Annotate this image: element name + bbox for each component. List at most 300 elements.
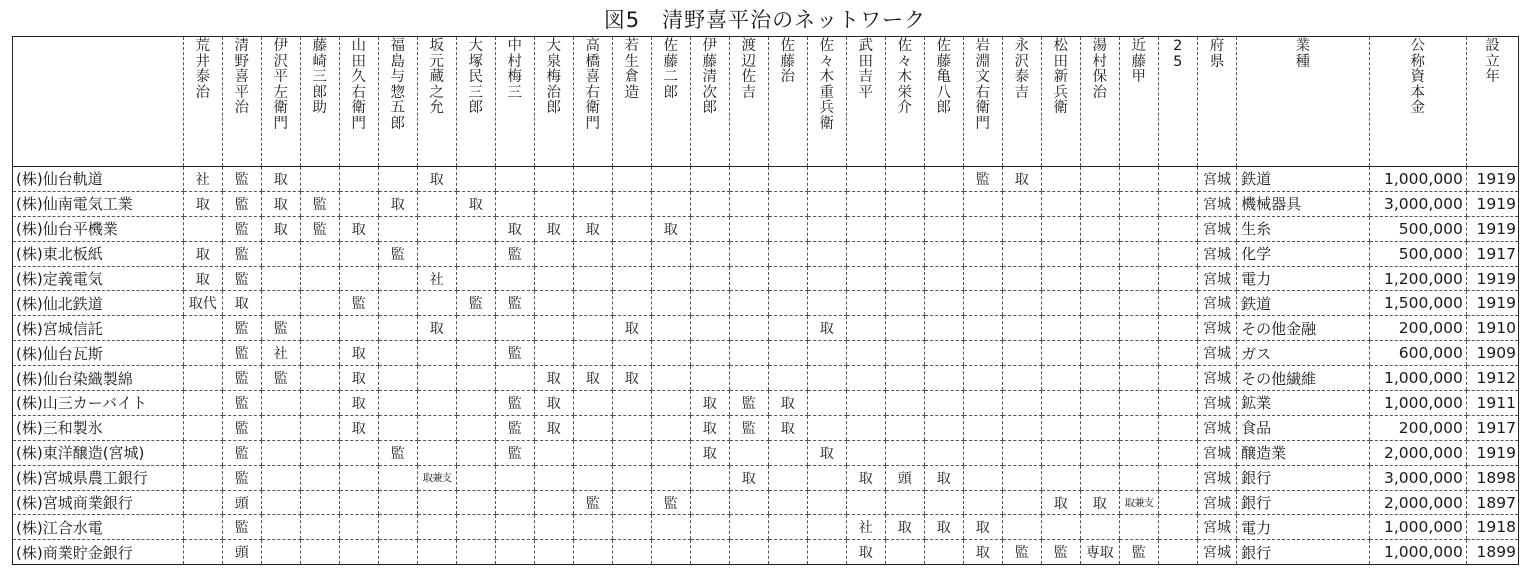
founded-cell: 1919 bbox=[1466, 440, 1518, 465]
role-cell bbox=[261, 266, 300, 291]
role-cell bbox=[1041, 266, 1080, 291]
role-cell bbox=[807, 366, 846, 391]
role-cell bbox=[417, 341, 456, 366]
role-cell bbox=[768, 191, 807, 216]
role-cell bbox=[456, 341, 495, 366]
role-cell bbox=[690, 465, 729, 490]
table-row bbox=[13, 291, 1519, 316]
role-cell bbox=[690, 266, 729, 291]
role-cell bbox=[378, 391, 417, 416]
role-cell bbox=[768, 490, 807, 515]
role-cell bbox=[183, 540, 222, 565]
role-cell bbox=[690, 291, 729, 316]
role-cell bbox=[495, 316, 534, 341]
role-cell: 監 bbox=[378, 241, 417, 266]
role-cell: 監 bbox=[963, 167, 1002, 192]
role-cell: 監 bbox=[222, 216, 261, 241]
role-cell bbox=[807, 540, 846, 565]
role-cell bbox=[963, 316, 1002, 341]
role-cell bbox=[573, 540, 612, 565]
role-cell bbox=[1002, 440, 1041, 465]
role-cell bbox=[1080, 440, 1119, 465]
founded-cell: 1912 bbox=[1466, 366, 1518, 391]
industry-cell: 鉱業 bbox=[1237, 391, 1369, 416]
capital-cell: 2,000,000 bbox=[1369, 490, 1466, 515]
role-cell: 監 bbox=[1041, 540, 1080, 565]
role-cell bbox=[1080, 266, 1119, 291]
table-body bbox=[13, 167, 1519, 565]
role-cell bbox=[963, 366, 1002, 391]
role-cell bbox=[807, 167, 846, 192]
role-cell bbox=[300, 440, 339, 465]
role-cell bbox=[846, 316, 885, 341]
role-cell bbox=[729, 167, 768, 192]
role-cell bbox=[768, 366, 807, 391]
role-cell bbox=[300, 391, 339, 416]
role-cell bbox=[534, 515, 573, 540]
role-cell bbox=[729, 241, 768, 266]
role-cell: 監 bbox=[573, 490, 612, 515]
role-cell bbox=[924, 167, 963, 192]
role-cell bbox=[1158, 540, 1197, 565]
role-cell bbox=[612, 291, 651, 316]
role-cell: 監 bbox=[222, 266, 261, 291]
role-cell bbox=[573, 167, 612, 192]
role-cell bbox=[768, 266, 807, 291]
role-cell bbox=[1080, 366, 1119, 391]
role-cell bbox=[612, 266, 651, 291]
role-cell bbox=[300, 515, 339, 540]
role-cell: 取 bbox=[183, 191, 222, 216]
role-cell bbox=[417, 241, 456, 266]
role-cell bbox=[183, 216, 222, 241]
capital-cell: 1,500,000 bbox=[1369, 291, 1466, 316]
role-cell bbox=[534, 191, 573, 216]
role-cell bbox=[1158, 341, 1197, 366]
role-cell bbox=[963, 490, 1002, 515]
role-cell bbox=[885, 191, 924, 216]
role-cell bbox=[729, 540, 768, 565]
role-cell bbox=[534, 341, 573, 366]
role-cell bbox=[456, 366, 495, 391]
capital-cell: 1,000,000 bbox=[1369, 167, 1466, 192]
role-cell bbox=[339, 490, 378, 515]
role-cell bbox=[300, 316, 339, 341]
role-cell bbox=[651, 391, 690, 416]
role-cell bbox=[1158, 515, 1197, 540]
role-cell bbox=[573, 415, 612, 440]
role-cell bbox=[1080, 316, 1119, 341]
role-cell: 監 bbox=[222, 341, 261, 366]
role-cell bbox=[1041, 391, 1080, 416]
role-cell: 社 bbox=[846, 515, 885, 540]
company-name: (株)仙台染織製綿 bbox=[13, 366, 184, 391]
role-cell bbox=[1041, 216, 1080, 241]
role-cell bbox=[456, 241, 495, 266]
company-name: (株)宮城商業銀行 bbox=[13, 490, 184, 515]
header-row bbox=[13, 37, 1519, 167]
role-cell bbox=[690, 241, 729, 266]
role-cell bbox=[534, 490, 573, 515]
role-cell bbox=[768, 316, 807, 341]
role-cell bbox=[339, 241, 378, 266]
role-cell bbox=[1119, 167, 1158, 192]
role-cell bbox=[690, 490, 729, 515]
role-cell bbox=[690, 366, 729, 391]
role-cell: 頭 bbox=[222, 490, 261, 515]
role-cell bbox=[1119, 291, 1158, 316]
role-cell bbox=[1080, 167, 1119, 192]
role-cell bbox=[768, 341, 807, 366]
role-cell bbox=[300, 266, 339, 291]
person-header-nagasawa-taikichi: 永 沢 泰 吉 bbox=[1002, 37, 1041, 167]
role-cell: 取兼支 bbox=[1119, 490, 1158, 515]
capital-cell: 1,200,000 bbox=[1369, 266, 1466, 291]
role-cell bbox=[1119, 341, 1158, 366]
role-cell bbox=[1080, 391, 1119, 416]
role-cell bbox=[495, 366, 534, 391]
role-cell: 監 bbox=[222, 515, 261, 540]
role-cell bbox=[495, 167, 534, 192]
role-cell bbox=[417, 540, 456, 565]
role-cell bbox=[885, 241, 924, 266]
role-cell bbox=[339, 266, 378, 291]
role-cell bbox=[1041, 191, 1080, 216]
person-header-arai-taiji: 荒 井 泰 治 bbox=[183, 37, 222, 167]
role-cell: 取 bbox=[768, 415, 807, 440]
founded-cell: 1918 bbox=[1466, 515, 1518, 540]
role-cell bbox=[1041, 291, 1080, 316]
role-cell bbox=[495, 540, 534, 565]
role-cell bbox=[885, 540, 924, 565]
role-cell bbox=[417, 191, 456, 216]
role-cell: 監 bbox=[222, 465, 261, 490]
person-header-otsuka-tamisaburo: 大 塚 民 三 郎 bbox=[456, 37, 495, 167]
role-cell bbox=[378, 515, 417, 540]
person-header-izawa-heizaemon: 伊 沢 平 左 衛 門 bbox=[261, 37, 300, 167]
table-row bbox=[13, 465, 1519, 490]
role-cell: 取 bbox=[963, 540, 1002, 565]
role-cell bbox=[1158, 465, 1197, 490]
person-header-sasaki-juhei: 佐 々 木 重 兵 衛 bbox=[807, 37, 846, 167]
role-cell bbox=[612, 415, 651, 440]
role-cell bbox=[573, 465, 612, 490]
role-cell bbox=[1002, 266, 1041, 291]
role-cell bbox=[963, 241, 1002, 266]
industry-cell: 鉄道 bbox=[1237, 291, 1369, 316]
role-cell bbox=[1119, 266, 1158, 291]
role-cell bbox=[651, 465, 690, 490]
person-header-sato-jiro: 佐 藤 二 郎 bbox=[651, 37, 690, 167]
industry-cell: 生糸 bbox=[1237, 216, 1369, 241]
person-header-sato-kamehachiro: 佐 藤 亀 八 郎 bbox=[924, 37, 963, 167]
role-cell bbox=[807, 515, 846, 540]
capital-header: 公 称 資 本 金 bbox=[1369, 37, 1466, 167]
role-cell bbox=[690, 316, 729, 341]
person-header-fujisaki-saburosuke: 藤 崎 三 郎 助 bbox=[300, 37, 339, 167]
pref-cell: 宮城 bbox=[1197, 366, 1236, 391]
role-cell bbox=[846, 391, 885, 416]
role-cell: 監 bbox=[222, 366, 261, 391]
role-cell bbox=[417, 490, 456, 515]
company-name: (株)仙台瓦斯 bbox=[13, 341, 184, 366]
role-cell bbox=[261, 465, 300, 490]
role-cell bbox=[690, 341, 729, 366]
role-cell bbox=[924, 490, 963, 515]
pref-cell: 宮城 bbox=[1197, 465, 1236, 490]
role-cell bbox=[612, 540, 651, 565]
role-cell bbox=[378, 366, 417, 391]
industry-cell: その他繊維 bbox=[1237, 366, 1369, 391]
industry-cell: 鉄道 bbox=[1237, 167, 1369, 192]
role-cell: 取 bbox=[261, 191, 300, 216]
role-cell: 監 bbox=[495, 291, 534, 316]
role-cell bbox=[924, 191, 963, 216]
role-cell bbox=[456, 216, 495, 241]
company-name: (株)江合水電 bbox=[13, 515, 184, 540]
role-cell: 取 bbox=[1041, 490, 1080, 515]
role-cell bbox=[456, 415, 495, 440]
industry-cell: 電力 bbox=[1237, 266, 1369, 291]
person-header-yamada-kyuemon: 山 田 久 右 衛 門 bbox=[339, 37, 378, 167]
role-cell bbox=[768, 440, 807, 465]
pref-cell: 宮城 bbox=[1197, 191, 1236, 216]
role-cell bbox=[1002, 366, 1041, 391]
pref-cell: 宮城 bbox=[1197, 440, 1236, 465]
role-cell: 取 bbox=[846, 540, 885, 565]
capital-cell: 1,000,000 bbox=[1369, 366, 1466, 391]
role-cell: 取 bbox=[885, 515, 924, 540]
role-cell bbox=[417, 415, 456, 440]
founded-header: 設 立 年 bbox=[1466, 37, 1518, 167]
role-cell bbox=[1158, 366, 1197, 391]
role-cell bbox=[1002, 415, 1041, 440]
role-cell: 監 bbox=[1119, 540, 1158, 565]
person-header-watanabe-sakichi: 渡 辺 佐 吉 bbox=[729, 37, 768, 167]
role-cell bbox=[534, 465, 573, 490]
role-cell bbox=[807, 241, 846, 266]
person-header-sasaki-eisuke: 佐 々 木 栄 介 bbox=[885, 37, 924, 167]
role-cell bbox=[183, 490, 222, 515]
role-cell bbox=[495, 515, 534, 540]
pref-cell: 宮城 bbox=[1197, 540, 1236, 565]
role-cell bbox=[846, 366, 885, 391]
role-cell: 取 bbox=[534, 216, 573, 241]
role-cell bbox=[729, 341, 768, 366]
role-cell bbox=[846, 241, 885, 266]
role-cell bbox=[183, 415, 222, 440]
role-cell: 監 bbox=[261, 316, 300, 341]
role-cell bbox=[261, 490, 300, 515]
person-header-sakamoto-kuranojo: 坂 元 蔵 之 允 bbox=[417, 37, 456, 167]
role-cell bbox=[183, 316, 222, 341]
pref-cell: 宮城 bbox=[1197, 415, 1236, 440]
role-cell bbox=[924, 291, 963, 316]
person-header-oizumi-umejiro: 大 泉 梅 治 郎 bbox=[534, 37, 573, 167]
role-cell bbox=[651, 341, 690, 366]
role-cell bbox=[456, 540, 495, 565]
company-name: (株)山三カーバイト bbox=[13, 391, 184, 416]
industry-cell: 食品 bbox=[1237, 415, 1369, 440]
role-cell bbox=[378, 490, 417, 515]
role-cell bbox=[651, 316, 690, 341]
role-cell bbox=[300, 241, 339, 266]
role-cell bbox=[573, 440, 612, 465]
company-name: (株)定義電気 bbox=[13, 266, 184, 291]
capital-cell: 1,000,000 bbox=[1369, 540, 1466, 565]
role-cell bbox=[807, 216, 846, 241]
capital-cell: 500,000 bbox=[1369, 216, 1466, 241]
role-cell: 監 bbox=[222, 191, 261, 216]
role-cell bbox=[885, 316, 924, 341]
role-cell bbox=[1119, 465, 1158, 490]
role-cell bbox=[924, 415, 963, 440]
role-cell bbox=[729, 440, 768, 465]
role-cell bbox=[339, 440, 378, 465]
role-cell: 監 bbox=[378, 440, 417, 465]
role-cell: 監 bbox=[1002, 540, 1041, 565]
role-cell: 取 bbox=[495, 216, 534, 241]
role-cell bbox=[378, 266, 417, 291]
pref-cell: 宮城 bbox=[1197, 341, 1236, 366]
pref-cell: 宮城 bbox=[1197, 241, 1236, 266]
role-cell bbox=[1041, 341, 1080, 366]
role-cell bbox=[417, 366, 456, 391]
company-name: (株)仙台軌道 bbox=[13, 167, 184, 192]
role-cell bbox=[183, 391, 222, 416]
role-cell bbox=[300, 490, 339, 515]
role-cell bbox=[1119, 415, 1158, 440]
role-cell bbox=[885, 341, 924, 366]
pref-cell: 宮城 bbox=[1197, 167, 1236, 192]
role-cell bbox=[261, 241, 300, 266]
role-cell bbox=[612, 191, 651, 216]
role-cell bbox=[846, 440, 885, 465]
founded-cell: 1919 bbox=[1466, 291, 1518, 316]
role-cell bbox=[807, 191, 846, 216]
role-cell bbox=[612, 241, 651, 266]
role-cell: 取 bbox=[1002, 167, 1041, 192]
role-cell bbox=[300, 167, 339, 192]
role-cell bbox=[1158, 490, 1197, 515]
role-cell: 取 bbox=[573, 366, 612, 391]
network-table bbox=[12, 36, 1519, 565]
industry-cell: 醸造業 bbox=[1237, 440, 1369, 465]
role-cell bbox=[573, 266, 612, 291]
role-cell bbox=[768, 515, 807, 540]
role-cell: 取 bbox=[378, 191, 417, 216]
role-cell bbox=[846, 341, 885, 366]
industry-cell: 化学 bbox=[1237, 241, 1369, 266]
role-cell bbox=[378, 167, 417, 192]
role-cell bbox=[261, 291, 300, 316]
role-cell bbox=[1041, 241, 1080, 266]
role-cell bbox=[963, 391, 1002, 416]
industry-header: 業 種 bbox=[1237, 37, 1369, 167]
role-cell bbox=[573, 291, 612, 316]
capital-cell: 200,000 bbox=[1369, 415, 1466, 440]
company-name: (株)宮城県農工銀行 bbox=[13, 465, 184, 490]
role-cell bbox=[378, 415, 417, 440]
role-cell: 取 bbox=[339, 366, 378, 391]
table-row bbox=[13, 415, 1519, 440]
role-cell bbox=[885, 291, 924, 316]
role-cell bbox=[495, 266, 534, 291]
role-cell bbox=[183, 366, 222, 391]
role-cell bbox=[729, 191, 768, 216]
role-cell: 監 bbox=[651, 490, 690, 515]
role-cell bbox=[963, 216, 1002, 241]
role-cell bbox=[1119, 216, 1158, 241]
role-cell bbox=[339, 540, 378, 565]
role-cell: 取 bbox=[339, 216, 378, 241]
role-cell: 取 bbox=[924, 465, 963, 490]
capital-cell: 200,000 bbox=[1369, 316, 1466, 341]
role-cell: 監 bbox=[300, 216, 339, 241]
role-cell bbox=[534, 540, 573, 565]
role-cell bbox=[300, 341, 339, 366]
role-cell bbox=[1041, 366, 1080, 391]
role-cell bbox=[924, 316, 963, 341]
role-cell bbox=[378, 291, 417, 316]
role-cell bbox=[729, 266, 768, 291]
role-cell bbox=[651, 241, 690, 266]
role-cell bbox=[690, 515, 729, 540]
role-cell: 社 bbox=[261, 341, 300, 366]
role-cell: 取 bbox=[807, 440, 846, 465]
founded-cell: 1910 bbox=[1466, 316, 1518, 341]
role-cell bbox=[417, 440, 456, 465]
role-cell bbox=[456, 167, 495, 192]
role-cell bbox=[729, 291, 768, 316]
person-header-takahashi-kiuemon: 高 橋 喜 右 衛 門 bbox=[573, 37, 612, 167]
role-cell bbox=[1158, 216, 1197, 241]
role-cell bbox=[885, 440, 924, 465]
company-name: (株)東洋醸造(宮城) bbox=[13, 440, 184, 465]
role-cell bbox=[729, 366, 768, 391]
person-header-seino-kiheiji: 清 野 喜 平 治 bbox=[222, 37, 261, 167]
role-cell: 監 bbox=[495, 415, 534, 440]
role-cell bbox=[729, 490, 768, 515]
company-name: (株)仙南電気工業 bbox=[13, 191, 184, 216]
role-cell bbox=[1002, 291, 1041, 316]
capital-cell: 2,000,000 bbox=[1369, 440, 1466, 465]
role-cell: 取 bbox=[339, 391, 378, 416]
role-cell bbox=[1119, 366, 1158, 391]
role-cell bbox=[300, 540, 339, 565]
capital-cell: 1,000,000 bbox=[1369, 515, 1466, 540]
role-cell: 頭 bbox=[885, 465, 924, 490]
role-cell bbox=[1002, 191, 1041, 216]
role-cell bbox=[651, 266, 690, 291]
role-cell bbox=[1080, 415, 1119, 440]
role-cell bbox=[690, 191, 729, 216]
role-cell bbox=[729, 515, 768, 540]
capital-cell: 3,000,000 bbox=[1369, 465, 1466, 490]
role-cell bbox=[1041, 515, 1080, 540]
founded-cell: 1897 bbox=[1466, 490, 1518, 515]
role-cell bbox=[1080, 241, 1119, 266]
role-cell bbox=[1080, 191, 1119, 216]
founded-cell: 1919 bbox=[1466, 266, 1518, 291]
role-cell bbox=[885, 266, 924, 291]
role-cell bbox=[1002, 465, 1041, 490]
role-cell bbox=[846, 266, 885, 291]
role-cell bbox=[300, 415, 339, 440]
role-cell bbox=[1080, 216, 1119, 241]
role-cell: 取 bbox=[1080, 490, 1119, 515]
role-cell bbox=[1158, 440, 1197, 465]
